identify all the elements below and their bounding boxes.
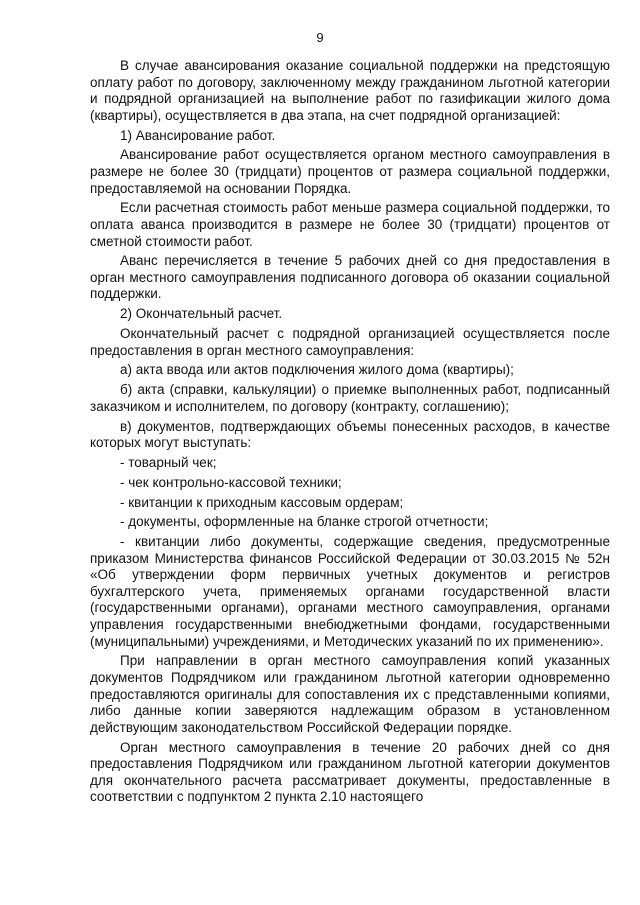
list-item-v: в) документов, подтверждающих объемы понесенных расходов, в качестве которых могут выступать: — [90, 418, 610, 451]
paragraph-stage-1-heading: 1) Авансирование работ. — [120, 127, 276, 143]
paragraph-review-period: Орган местного самоуправления в течение 20 рабочих дней со дня предоставления Подрядчиком или гражданином льготной категории документов для окончательного расчета рассматривает документы, предоставленные в соответствии с подпунктом 2 пункта 2.10 настоящего — [90, 739, 610, 805]
page-number: 9 — [316, 30, 324, 45]
paragraph-advance-estimate: Если расчетная стоимость работ меньше размера социальной поддержки, то оплата аванса производится в размере не более 30 (тридцати) процентов от сметной стоимости работ. — [90, 200, 610, 249]
list-item-cash-order-receipts: - квитанции к приходным кассовым ордерам; — [120, 494, 404, 510]
paragraph-final-settlement: Окончательный расчет с подрядной организацией осуществляется после предоставления в орган местного самоуправления: — [90, 326, 610, 358]
document-body — [90, 58, 610, 809]
list-item-ministry-order-documents: - квитанции либо документы, содержащие сведения, предусмотренные приказом Министерства финансов Российской Федерации от 30.03.2015 № 52н «Об утверждении форм первичных учетных документов и регистров бухгалтерского учета, применяемых органами государственной власти (государственными органами), органами местного самоуправления, органами управления государственными внебюджетными фондами, государственными (муниципальными) учреждениями, и Методических указаний по их применению». — [90, 534, 610, 649]
list-item-a: а) акта ввода или актов подключения жилого дома (квартиры); — [120, 362, 514, 378]
paragraph-advance-transfer: Аванс перечисляется в течение 5 рабочих дней со дня предоставления в орган местного самоуправления подписанного договора об оказании социальной поддержки. — [90, 253, 610, 302]
paragraph-advance-amount: Авансирование работ осуществляется органом местного самоуправления в размере не более 30 (тридцати) процентов от размера социальной поддержки, предоставляемой на основании Порядка. — [90, 147, 610, 196]
list-item-cash-register-receipt: - чек контрольно-кассовой техники; — [120, 474, 342, 490]
list-item-b: б) акта (справки, калькуляции) о приемке выполненных работ, подписанный заказчиком и исполнителем, по договору (контракту, соглашению); — [90, 382, 610, 414]
list-item-strict-reporting-forms: - документы, оформленные на бланке строгой отчетности; — [120, 514, 489, 530]
paragraph-advance-intro: В случае авансирования оказание социальной поддержки на предстоящую оплату работ по договору, заключенному между гражданином льготной категории и подрядной организацией на выполнение работ по газификации жилого дома (квартиры), осуществляется в два этапа, на счет подрядной организацией: — [90, 58, 610, 123]
paragraph-copies-originals: При направлении в орган местного самоуправления копий указанных документов Подрядчиком или гражданином льготной категории одновременно предоставляются оригиналы для сопоставления их с представленными копиями, либо данные копии заверяются надлежащим образом в установленном действующим законодательством Российской Федерации порядке. — [90, 653, 610, 735]
list-item-sales-receipt: - товарный чек; — [120, 454, 217, 470]
paragraph-stage-2-heading: 2) Окончательный расчет. — [120, 306, 283, 322]
